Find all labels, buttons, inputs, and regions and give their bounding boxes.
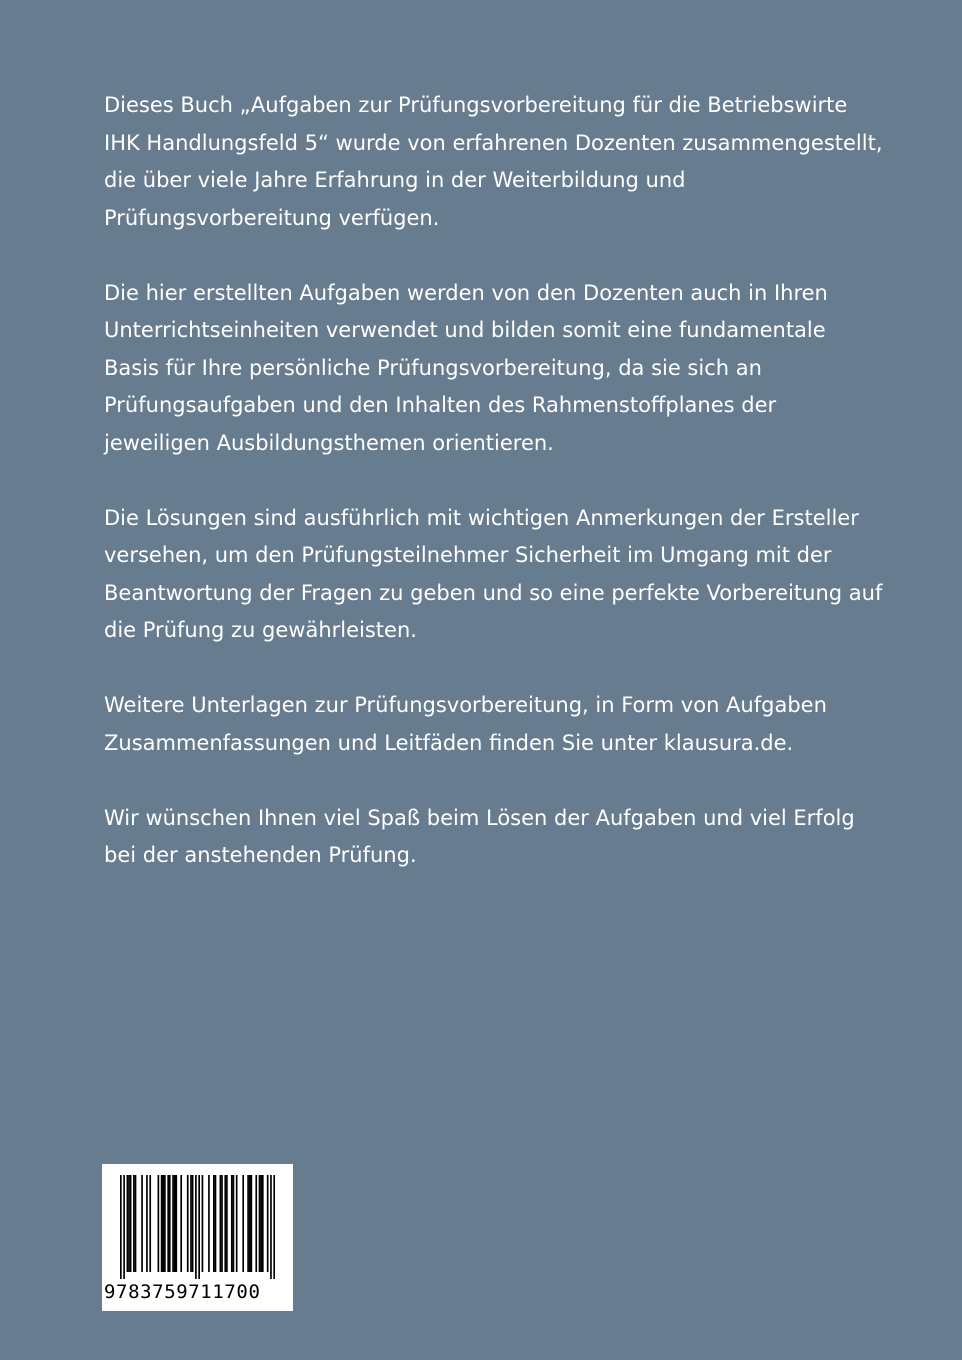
barcode-bar (190, 1175, 192, 1272)
text-line: Wir wünschen Ihnen viel Spaß beim Lösen der Aufgaben und viel Erfolg (104, 805, 855, 830)
text-line: Basis für Ihre persönliche Prüfungsvorbereitung, da sie sich an (104, 355, 762, 380)
barcode-bar (220, 1175, 222, 1272)
barcode-bar (161, 1175, 163, 1272)
barcode-bar (175, 1175, 177, 1272)
isbn-barcode (102, 1164, 293, 1311)
text-line: Prüfungsvorbereitung verfügen. (104, 205, 440, 230)
barcode-bar (149, 1175, 151, 1272)
barcode-bar (146, 1175, 148, 1272)
barcode-bar (167, 1175, 169, 1272)
text-line: bei der anstehenden Prüfung. (104, 843, 417, 867)
barcode-bar (162, 1175, 164, 1272)
text-line: Zusammenfassungen und Leitfäden finden Sie unter klausura.de. (104, 730, 794, 755)
barcode-bar (195, 1175, 197, 1279)
text-line: Weitere Unterlagen zur Prüfungsvorbereitung, in Form von Aufgaben (104, 693, 827, 717)
barcode-bar (273, 1175, 275, 1279)
barcode-bar (180, 1175, 182, 1272)
barcode-bar (247, 1175, 249, 1272)
text-line: Beantwortung der Fragen zu geben und so eine perfekte Vorbereitung auf (104, 580, 883, 605)
text-line: Dieses Buch „Aufgaben zur Prüfungsvorbereitung für die Betriebswirte (104, 93, 848, 117)
text-line: Unterrichtseinheiten verwendet und bilden somit eine fundamentale (104, 318, 826, 342)
barcode-bar (233, 1175, 235, 1272)
barcode-bar (255, 1175, 257, 1272)
barcode-bar (224, 1175, 226, 1272)
paragraph-4 (104, 687, 904, 762)
barcode-bar (127, 1175, 129, 1272)
text-line: versehen, um den Prüfungsteilnehmer Sicherheit im Umgang mit der (104, 543, 832, 567)
paragraph-1 (104, 87, 904, 237)
barcode-bar (141, 1175, 143, 1272)
barcode-bar (251, 1175, 253, 1272)
barcode-bar (172, 1175, 174, 1272)
text-line: jeweiligen Ausbildungsthemen orientieren. (104, 430, 554, 455)
barcode-bar (120, 1175, 122, 1279)
text-line: Prüfungsaufgaben und den Inhalten des Rahmenstoffplanes der (104, 393, 777, 417)
barcode-bar (270, 1175, 272, 1279)
barcode-bar (128, 1175, 130, 1272)
barcode-bar (169, 1175, 171, 1272)
paragraph-5 (104, 800, 904, 875)
barcode-bar (236, 1175, 238, 1272)
text-line: IHK Handlungsfeld 5“ wurde von erfahrenen Dozenten zusammengestellt, (104, 130, 883, 155)
barcode-bar (133, 1175, 135, 1272)
barcode-bar (202, 1175, 204, 1272)
text-line: die über viele Jahre Erfahrung in der Weiterbildung und (104, 168, 686, 192)
back-cover-text (104, 87, 904, 912)
barcode-bar (130, 1175, 132, 1272)
barcode-bar (158, 1175, 160, 1272)
barcode-bar (208, 1175, 210, 1272)
barcode-bar (123, 1175, 125, 1279)
text-line: Die Lösungen sind ausführlich mit wichtigen Anmerkungen der Ersteller (104, 505, 859, 530)
barcode-bar (215, 1175, 217, 1272)
barcode-bar (164, 1175, 166, 1272)
barcode-bar (231, 1175, 233, 1272)
text-line: Die hier erstellten Aufgaben werden von den Dozenten auch in Ihren (104, 280, 828, 305)
barcode-bar (198, 1175, 200, 1279)
barcode-bar (259, 1175, 261, 1272)
barcode-bar (249, 1175, 251, 1272)
barcode-bar (260, 1175, 262, 1272)
barcode-bar (187, 1175, 189, 1272)
paragraph-2 (104, 275, 904, 463)
barcode-bar (213, 1175, 215, 1272)
barcode-bar (221, 1175, 223, 1272)
barcode-bar (226, 1175, 228, 1272)
barcode-bar (135, 1175, 137, 1272)
paragraph-3 (104, 500, 904, 650)
barcode-bars (120, 1175, 275, 1279)
isbn-number: 9783759711700 (104, 1281, 261, 1303)
barcode-bar (192, 1175, 194, 1272)
barcode-bar (262, 1175, 264, 1272)
barcode-bar (267, 1175, 269, 1272)
barcode-bar (242, 1175, 244, 1272)
barcode-bar (174, 1175, 176, 1272)
text-line: die Prüfung zu gewährleisten. (104, 618, 417, 642)
